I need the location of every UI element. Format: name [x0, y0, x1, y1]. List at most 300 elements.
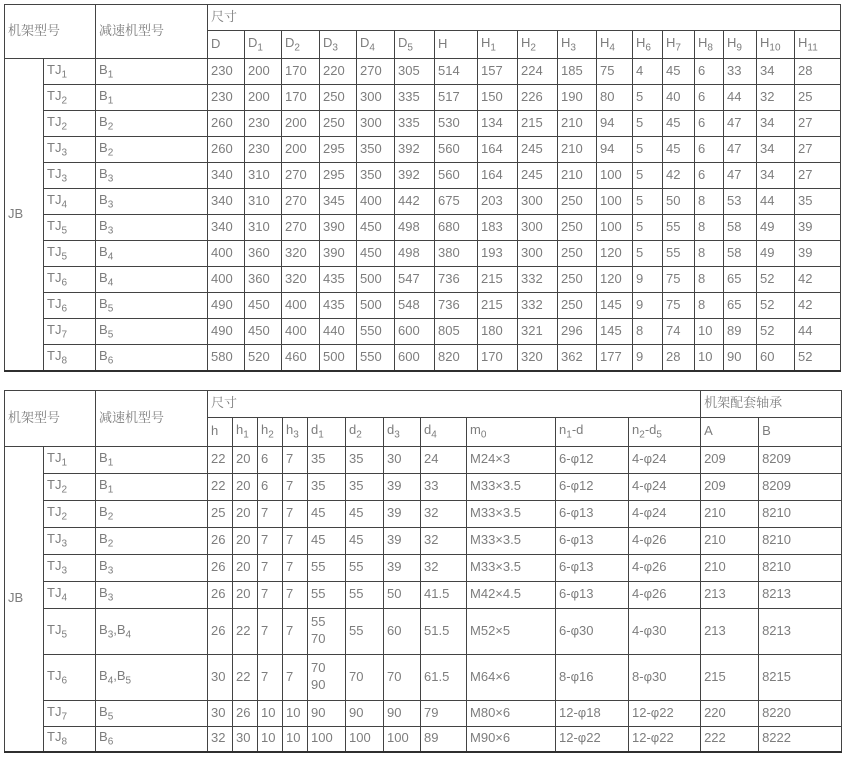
table-row — [5, 85, 841, 111]
dimensions-header: 尺寸 — [208, 390, 701, 417]
value-cell: 20 — [233, 446, 258, 473]
value-cell: 89 — [724, 319, 757, 345]
value-cell: 680 — [435, 215, 478, 241]
frame-type-cell: JB — [5, 446, 44, 752]
value-cell: 8 — [695, 241, 724, 267]
dim-column-header: $d_2$ — [346, 417, 384, 446]
value-cell: 100 — [384, 726, 421, 752]
dim-column-header: $H_2$ — [518, 31, 558, 59]
value-cell: 27 — [795, 137, 841, 163]
reducer-model-cell: $B_2$ — [96, 137, 208, 163]
value-cell: 8220 — [759, 700, 842, 726]
value-cell: 70 — [346, 654, 384, 700]
value-cell: 26 — [208, 608, 233, 654]
frame-model-cell: $TJ_5$ — [44, 608, 96, 654]
value-cell: 500 — [357, 293, 395, 319]
value-cell: 49 — [757, 215, 795, 241]
value-cell: 5 — [633, 137, 663, 163]
value-cell: 35 — [346, 473, 384, 500]
value-cell: M33×3.5 — [467, 527, 556, 554]
table-row — [5, 319, 841, 345]
value-cell: 213 — [701, 581, 759, 608]
frame-model-cell: $TJ_3$ — [44, 163, 96, 189]
value-cell: 24 — [421, 446, 467, 473]
frame-model-cell: $TJ_2$ — [44, 111, 96, 137]
value-cell: 193 — [478, 241, 518, 267]
value-cell: 40 — [663, 85, 695, 111]
value-cell: 35 — [308, 446, 346, 473]
value-cell: M33×3.5 — [467, 473, 556, 500]
value-cell: 170 — [282, 59, 320, 85]
value-cell: 6 — [258, 473, 283, 500]
value-cell: 45 — [308, 527, 346, 554]
frame-model-cell: $TJ_7$ — [44, 319, 96, 345]
value-cell: 8 — [695, 215, 724, 241]
dim-column-header: $D_5$ — [395, 31, 435, 59]
value-cell: 39 — [795, 241, 841, 267]
value-cell: 310 — [245, 163, 282, 189]
value-cell: 79 — [421, 700, 467, 726]
value-cell: 8-φ16 — [556, 654, 629, 700]
value-cell: 220 — [701, 700, 759, 726]
value-cell: 8222 — [759, 726, 842, 752]
value-cell: 450 — [357, 215, 395, 241]
value-cell: 222 — [701, 726, 759, 752]
value-cell: 150 — [478, 85, 518, 111]
value-cell: 203 — [478, 189, 518, 215]
value-cell: 8 — [695, 189, 724, 215]
value-cell: 300 — [518, 215, 558, 241]
value-cell: 230 — [245, 111, 282, 137]
value-cell: 498 — [395, 241, 435, 267]
value-cell: 250 — [558, 241, 597, 267]
value-cell: 8210 — [759, 554, 842, 581]
dimension-table-1 — [4, 4, 841, 372]
value-cell: 44 — [724, 85, 757, 111]
value-cell: 10 — [695, 319, 724, 345]
value-cell: 35 — [308, 473, 346, 500]
reducer-model-cell: $B_5$ — [96, 319, 208, 345]
dim-column-header: $d_3$ — [384, 417, 421, 446]
value-cell: 210 — [701, 554, 759, 581]
value-cell: 45 — [308, 500, 346, 527]
reducer-model-cell: $B_3$ — [96, 554, 208, 581]
value-cell: 7 — [283, 608, 308, 654]
value-cell: 360 — [245, 267, 282, 293]
value-cell: M24×3 — [467, 446, 556, 473]
value-cell: 42 — [795, 267, 841, 293]
value-cell: 295 — [320, 163, 357, 189]
value-cell: 310 — [245, 189, 282, 215]
value-cell: 7 — [258, 527, 283, 554]
value-cell: 134 — [478, 111, 518, 137]
frame-model-cell: $TJ_7$ — [44, 700, 96, 726]
value-cell: 22 — [208, 473, 233, 500]
header-row — [5, 5, 841, 31]
value-cell: 392 — [395, 137, 435, 163]
value-cell: 45 — [663, 59, 695, 85]
value-cell: 210 — [558, 137, 597, 163]
value-cell: 7 — [258, 554, 283, 581]
reducer-model-cell: $B_3$ — [96, 581, 208, 608]
header-row — [5, 390, 842, 417]
value-cell: 209 — [701, 473, 759, 500]
dim-column-header: $m_0$ — [467, 417, 556, 446]
value-cell: 7 — [283, 654, 308, 700]
value-cell: 9 — [633, 293, 663, 319]
value-cell: 32 — [757, 85, 795, 111]
value-cell: 34 — [757, 163, 795, 189]
value-cell: 8215 — [759, 654, 842, 700]
value-cell: 350 — [357, 163, 395, 189]
value-cell: 7 — [283, 581, 308, 608]
frame-model-cell: $TJ_2$ — [44, 500, 96, 527]
value-cell: 42 — [795, 293, 841, 319]
value-cell: 6 — [258, 446, 283, 473]
dim-column-header: D — [208, 31, 245, 59]
dim-column-header: $H_7$ — [663, 31, 695, 59]
reducer-model-cell: $B_3$ — [96, 189, 208, 215]
value-cell: 215 — [478, 267, 518, 293]
value-cell: 8210 — [759, 527, 842, 554]
value-cell: 260 — [208, 137, 245, 163]
value-cell: 20 — [233, 527, 258, 554]
dim-column-header: $h_1$ — [233, 417, 258, 446]
value-cell: 25 — [795, 85, 841, 111]
table-row — [5, 241, 841, 267]
value-cell: 250 — [320, 85, 357, 111]
frame-model-cell: $TJ_3$ — [44, 137, 96, 163]
value-cell: 6-φ13 — [556, 581, 629, 608]
value-cell: 200 — [282, 137, 320, 163]
value-cell: 75 — [663, 293, 695, 319]
value-cell: 10 — [258, 726, 283, 752]
value-cell: 320 — [518, 345, 558, 371]
value-cell: 517 — [435, 85, 478, 111]
frame-model-cell: $TJ_1$ — [44, 446, 96, 473]
value-cell: 50 — [663, 189, 695, 215]
frame-model-header: 机架型号 — [5, 390, 96, 446]
reducer-model-cell: $B_1$ — [96, 473, 208, 500]
value-cell: 32 — [421, 554, 467, 581]
table-row — [5, 137, 841, 163]
value-cell: 250 — [558, 293, 597, 319]
value-cell: M80×6 — [467, 700, 556, 726]
value-cell: 230 — [245, 137, 282, 163]
value-cell: 120 — [597, 241, 633, 267]
value-cell: 230 — [208, 85, 245, 111]
value-cell: 45 — [346, 500, 384, 527]
value-cell: 22 — [208, 446, 233, 473]
value-cell: 55 — [346, 608, 384, 654]
value-cell: 230 — [208, 59, 245, 85]
value-cell: 362 — [558, 345, 597, 371]
value-cell: 27 — [795, 111, 841, 137]
value-cell: 12-φ22 — [629, 700, 701, 726]
frame-model-cell: $TJ_4$ — [44, 581, 96, 608]
value-cell: 55 — [346, 581, 384, 608]
value-cell: 600 — [395, 319, 435, 345]
reducer-model-cell: $B_5$ — [96, 293, 208, 319]
value-cell: 5 — [633, 85, 663, 111]
value-cell: 12-φ18 — [556, 700, 629, 726]
value-cell: 200 — [245, 85, 282, 111]
value-cell: 26 — [208, 581, 233, 608]
value-cell: 34 — [757, 111, 795, 137]
value-cell: 5 — [633, 163, 663, 189]
reducer-model-cell: $B_3$ — [96, 215, 208, 241]
table-row — [5, 700, 842, 726]
value-cell: 4-φ26 — [629, 581, 701, 608]
value-cell: 440 — [320, 319, 357, 345]
value-cell: 310 — [245, 215, 282, 241]
value-cell: 245 — [518, 163, 558, 189]
value-cell: 12-φ22 — [629, 726, 701, 752]
value-cell: 270 — [282, 189, 320, 215]
value-cell: 805 — [435, 319, 478, 345]
value-cell: 90 — [384, 700, 421, 726]
value-cell: 70 — [384, 654, 421, 700]
value-cell: 6-φ13 — [556, 527, 629, 554]
value-cell: 7 — [258, 500, 283, 527]
value-cell: 8 — [695, 267, 724, 293]
table-row — [5, 654, 842, 700]
value-cell: 145 — [597, 293, 633, 319]
value-cell: 296 — [558, 319, 597, 345]
value-cell: 60 — [384, 608, 421, 654]
value-cell: 8 — [695, 293, 724, 319]
value-cell: 498 — [395, 215, 435, 241]
value-cell: 400 — [208, 267, 245, 293]
value-cell: 215 — [518, 111, 558, 137]
value-cell: 177 — [597, 345, 633, 371]
value-cell: 209 — [701, 446, 759, 473]
value-cell: 90 — [308, 700, 346, 726]
value-cell: 220 — [320, 59, 357, 85]
value-cell: 33 — [724, 59, 757, 85]
table-row — [5, 527, 842, 554]
value-cell: 580 — [208, 345, 245, 371]
value-cell: 70 90 — [308, 654, 346, 700]
value-cell: 55 — [308, 554, 346, 581]
table-row — [5, 163, 841, 189]
frame-model-cell: $TJ_2$ — [44, 473, 96, 500]
value-cell: 7 — [258, 608, 283, 654]
bearing-header: 机架配套轴承 — [701, 390, 842, 417]
value-cell: 390 — [320, 215, 357, 241]
value-cell: 20 — [233, 473, 258, 500]
value-cell: 332 — [518, 267, 558, 293]
value-cell: 224 — [518, 59, 558, 85]
frame-model-cell: $TJ_1$ — [44, 59, 96, 85]
value-cell: 245 — [518, 137, 558, 163]
table-row — [5, 446, 842, 473]
value-cell: 560 — [435, 163, 478, 189]
value-cell: 450 — [245, 293, 282, 319]
value-cell: 157 — [478, 59, 518, 85]
table-row — [5, 345, 841, 371]
value-cell: 33 — [421, 473, 467, 500]
value-cell: 490 — [208, 319, 245, 345]
dim-column-header: $H_6$ — [633, 31, 663, 59]
dim-column-header: $H_9$ — [724, 31, 757, 59]
value-cell: 300 — [518, 241, 558, 267]
frame-model-cell: $TJ_5$ — [44, 241, 96, 267]
value-cell: 332 — [518, 293, 558, 319]
value-cell: 7 — [283, 473, 308, 500]
dim-column-header: H — [435, 31, 478, 59]
value-cell: 26 — [233, 700, 258, 726]
dim-column-header: $n_1-d$ — [556, 417, 629, 446]
value-cell: 74 — [663, 319, 695, 345]
value-cell: 450 — [245, 319, 282, 345]
value-cell: 8-φ30 — [629, 654, 701, 700]
value-cell: 185 — [558, 59, 597, 85]
value-cell: 4-φ30 — [629, 608, 701, 654]
value-cell: 460 — [282, 345, 320, 371]
value-cell: 75 — [663, 267, 695, 293]
dim-column-header: $h_3$ — [283, 417, 308, 446]
value-cell: 736 — [435, 293, 478, 319]
dim-column-header: $D_2$ — [282, 31, 320, 59]
value-cell: 47 — [724, 137, 757, 163]
value-cell: 52 — [757, 293, 795, 319]
reducer-model-cell: $B_3$ — [96, 163, 208, 189]
value-cell: 321 — [518, 319, 558, 345]
value-cell: 30 — [208, 700, 233, 726]
value-cell: 8209 — [759, 446, 842, 473]
value-cell: 550 — [357, 345, 395, 371]
value-cell: 442 — [395, 189, 435, 215]
dim-column-header: $h_2$ — [258, 417, 283, 446]
value-cell: 9 — [633, 345, 663, 371]
value-cell: 6-φ13 — [556, 554, 629, 581]
table-row — [5, 189, 841, 215]
value-cell: M33×3.5 — [467, 554, 556, 581]
dim-column-header: $H_1$ — [478, 31, 518, 59]
value-cell: 52 — [757, 267, 795, 293]
reducer-model-cell: $B_3,B_4$ — [96, 608, 208, 654]
value-cell: 380 — [435, 241, 478, 267]
value-cell: 34 — [757, 137, 795, 163]
value-cell: 300 — [357, 111, 395, 137]
value-cell: 45 — [346, 527, 384, 554]
value-cell: 295 — [320, 137, 357, 163]
table-row — [5, 267, 841, 293]
value-cell: 210 — [558, 163, 597, 189]
value-cell: 200 — [282, 111, 320, 137]
value-cell: 30 — [208, 654, 233, 700]
value-cell: 49 — [757, 241, 795, 267]
reducer-model-cell: $B_5$ — [96, 700, 208, 726]
value-cell: 164 — [478, 163, 518, 189]
value-cell: 145 — [597, 319, 633, 345]
value-cell: 820 — [435, 345, 478, 371]
value-cell: 335 — [395, 85, 435, 111]
frame-model-cell: $TJ_2$ — [44, 85, 96, 111]
dim-column-header: $d_4$ — [421, 417, 467, 446]
table-row — [5, 581, 842, 608]
value-cell: 400 — [282, 319, 320, 345]
value-cell: 7 — [258, 654, 283, 700]
value-cell: 89 — [421, 726, 467, 752]
value-cell: 22 — [233, 608, 258, 654]
table-row — [5, 111, 841, 137]
value-cell: 61.5 — [421, 654, 467, 700]
dim-column-header: $n_2-d_5$ — [629, 417, 701, 446]
table-row — [5, 215, 841, 241]
frame-model-cell: $TJ_6$ — [44, 654, 96, 700]
value-cell: 180 — [478, 319, 518, 345]
value-cell: 530 — [435, 111, 478, 137]
value-cell: 7 — [258, 581, 283, 608]
dim-column-header: $H_{10}$ — [757, 31, 795, 59]
value-cell: 390 — [320, 241, 357, 267]
value-cell: 30 — [384, 446, 421, 473]
frame-model-cell: $TJ_3$ — [44, 527, 96, 554]
value-cell: 8 — [633, 319, 663, 345]
value-cell: 100 — [346, 726, 384, 752]
value-cell: 80 — [597, 85, 633, 111]
value-cell: 260 — [208, 111, 245, 137]
dim-column-header: $H_4$ — [597, 31, 633, 59]
value-cell: 340 — [208, 163, 245, 189]
value-cell: 52 — [795, 345, 841, 371]
value-cell: 300 — [357, 85, 395, 111]
value-cell: 94 — [597, 137, 633, 163]
value-cell: 20 — [233, 554, 258, 581]
bearing-column-header: B — [759, 417, 842, 446]
value-cell: 6-φ30 — [556, 608, 629, 654]
value-cell: 55 — [663, 215, 695, 241]
value-cell: 42 — [663, 163, 695, 189]
dim-column-header: $D_4$ — [357, 31, 395, 59]
frame-model-cell: $TJ_6$ — [44, 267, 96, 293]
frame-model-cell: $TJ_8$ — [44, 345, 96, 371]
value-cell: 7 — [283, 527, 308, 554]
value-cell: 7 — [283, 500, 308, 527]
table-row — [5, 293, 841, 319]
value-cell: 250 — [558, 215, 597, 241]
value-cell: 35 — [795, 189, 841, 215]
value-cell: 50 — [384, 581, 421, 608]
value-cell: 490 — [208, 293, 245, 319]
t2-body — [5, 446, 842, 752]
value-cell: 32 — [421, 527, 467, 554]
reducer-model-cell: $B_6$ — [96, 726, 208, 752]
value-cell: 41.5 — [421, 581, 467, 608]
value-cell: 435 — [320, 267, 357, 293]
value-cell: 6-φ12 — [556, 446, 629, 473]
value-cell: 4-φ24 — [629, 446, 701, 473]
value-cell: 335 — [395, 111, 435, 137]
value-cell: 55 — [308, 581, 346, 608]
table-row — [5, 59, 841, 85]
value-cell: 170 — [282, 85, 320, 111]
value-cell: 100 — [308, 726, 346, 752]
value-cell: 94 — [597, 111, 633, 137]
value-cell: 250 — [558, 267, 597, 293]
value-cell: 675 — [435, 189, 478, 215]
value-cell: 90 — [724, 345, 757, 371]
value-cell: 55 — [346, 554, 384, 581]
value-cell: 39 — [384, 527, 421, 554]
value-cell: M90×6 — [467, 726, 556, 752]
table-row — [5, 500, 842, 527]
value-cell: 10 — [258, 700, 283, 726]
value-cell: 6 — [695, 59, 724, 85]
frame-model-cell: $TJ_5$ — [44, 215, 96, 241]
